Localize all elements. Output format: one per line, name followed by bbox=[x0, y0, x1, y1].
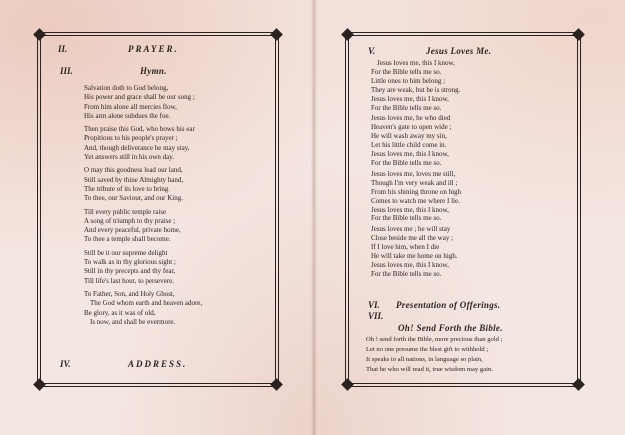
song-line: For the Bible tells me so. bbox=[371, 67, 442, 76]
hymn-line: Yet answers still in his own day. bbox=[84, 153, 175, 162]
song-line: Jesus loves me, this I know, bbox=[371, 205, 449, 214]
song-line: Though I'm very weak and ill ; bbox=[371, 178, 458, 187]
hymn-line: A song of triumph to thy praise ; bbox=[84, 216, 176, 225]
section-number-3: III. bbox=[60, 66, 73, 76]
song-line: Little ones to him belong ; bbox=[371, 76, 446, 85]
song-line: Jesus loves me, this I know, bbox=[371, 260, 449, 269]
song-line: Comes to watch me where I lie. bbox=[371, 196, 460, 205]
hymn-line: And every peaceful, private home, bbox=[84, 226, 181, 235]
section-number-6: VI. bbox=[368, 300, 380, 310]
page-fold bbox=[311, 0, 317, 435]
hymn-line: Still in thy precepts and thy fear, bbox=[84, 267, 176, 276]
final-line: Let no one presume the blest gift to withhold ; bbox=[366, 346, 489, 353]
section-number-7: VII. bbox=[368, 311, 384, 321]
hymn-line: O may this goodness lead our land, bbox=[84, 166, 183, 175]
hymn-line: His power and grace shall be our song ; bbox=[84, 93, 195, 102]
song-text bbox=[371, 59, 461, 279]
hymn-line: Still be it our supreme delight bbox=[84, 248, 168, 257]
song-line: Jesus loves me, loves me still, bbox=[371, 169, 456, 178]
song-line: Jesus loves me, this I know, bbox=[377, 59, 455, 67]
section-title-prayer: PRAYER. bbox=[128, 44, 179, 54]
hymn-line: To thee a temple shall become. bbox=[84, 235, 171, 244]
final-line: That he who will read it, true wisdom may gain. bbox=[366, 366, 493, 373]
section-title-offerings: Presentation of Offerings. bbox=[396, 300, 501, 310]
song-line: Jesus loves me, he who died bbox=[371, 114, 451, 123]
hymn-line: Is now, and shall be evermore. bbox=[90, 317, 176, 326]
song-line: For the Bible tells me so. bbox=[371, 103, 442, 112]
hymn-line: To thee, our Saviour, and our King. bbox=[84, 194, 183, 203]
song-line: Jesus loves me, this I know, bbox=[371, 150, 449, 159]
hymn-line: The God whom earth and heaven adore, bbox=[90, 299, 203, 308]
hymn-line: Till every public temple raise bbox=[84, 207, 167, 216]
song-line: For the Bible tells me so. bbox=[371, 269, 442, 278]
song-line: For the Bible tells me so. bbox=[371, 158, 442, 167]
hymn-line: To Father, Son, and Holy Ghost, bbox=[84, 289, 175, 298]
section-title-hymn: Hymn. bbox=[140, 66, 167, 76]
song-line: He will wash away my sin, bbox=[371, 132, 447, 141]
hymn-line: Propitious to his people's prayer ; bbox=[84, 134, 178, 143]
final-line: Oh ! send forth the Bible, more precious than gold ; bbox=[366, 336, 503, 343]
hymn-line: His arm alone subdues the foe. bbox=[84, 111, 171, 120]
song-line: If I love him, when I die bbox=[371, 243, 440, 252]
hymn-line: Still saved by thine Almighty hand, bbox=[84, 175, 184, 184]
hymn-line: The tribute of its love to bring bbox=[84, 184, 169, 193]
section-number-2: II. bbox=[58, 44, 68, 54]
section-number-4: IV. bbox=[60, 359, 71, 369]
song-line: They are weak, but he is strong. bbox=[371, 85, 461, 94]
song-line: He will take me home on high. bbox=[371, 252, 458, 261]
final-line: It speaks to all nations, in language so plain, bbox=[366, 356, 483, 363]
song-line: From his shining throne on high bbox=[371, 187, 462, 196]
song-line: Heaven's gate to open wide ; bbox=[371, 123, 452, 132]
final-hymn-text bbox=[366, 335, 502, 375]
song-line: Close beside me all the way ; bbox=[371, 234, 454, 243]
section-title-address: ADDRESS. bbox=[128, 359, 188, 369]
hymn-text bbox=[84, 84, 202, 327]
hymn-line: From him alone all mercies flow, bbox=[84, 102, 177, 111]
hymn-line: Salvation doth to God belong, bbox=[84, 84, 169, 92]
hymn-line: Then praise this God, who bows his ear bbox=[84, 125, 195, 134]
section-title-send-forth-bible: Oh! Send Forth the Bible. bbox=[398, 323, 503, 333]
song-line: For the Bible tells me so. bbox=[371, 214, 442, 223]
hymn-line: To walk as in thy glorious sight ; bbox=[84, 258, 176, 267]
hymn-line: Be glory, as it was of old, bbox=[84, 308, 156, 317]
song-line: Jesus loves me ; he will stay bbox=[371, 225, 451, 234]
hymn-line: And, though deliverance he may stay, bbox=[84, 143, 190, 152]
song-line: Let his little child come in. bbox=[371, 141, 447, 150]
section-number-5: V. bbox=[368, 46, 376, 56]
hymn-line: Till life's last hour, to persevere. bbox=[84, 276, 174, 285]
song-line: Jesus loves me, this I know, bbox=[371, 94, 449, 103]
section-title-jesus-loves-me: Jesus Loves Me. bbox=[426, 46, 492, 56]
